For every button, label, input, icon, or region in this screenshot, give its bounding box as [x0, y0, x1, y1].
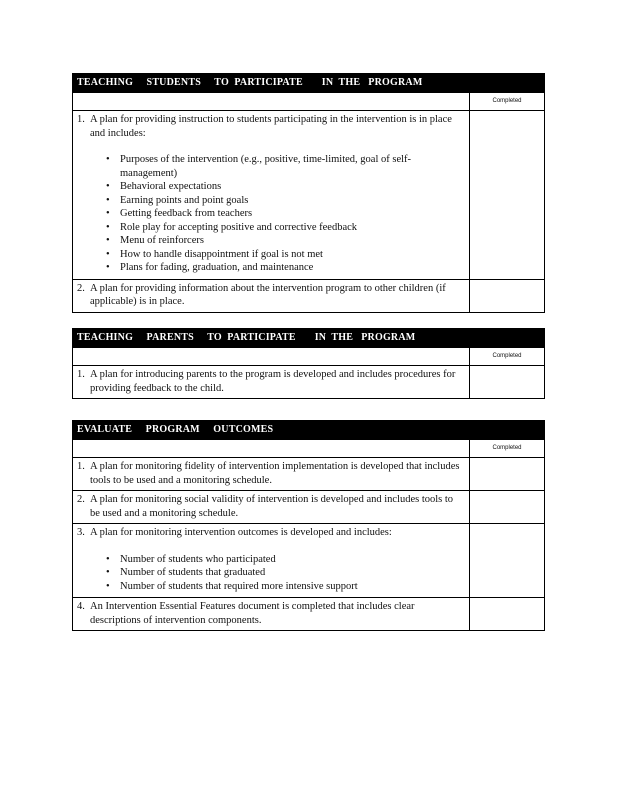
completed-checkbox-cell[interactable] [470, 524, 545, 598]
blank-header-cell [73, 348, 470, 366]
item-text: A plan for monitoring social validity of intervention is developed and includes tools to be used and a monitoring schedule. [90, 494, 454, 519]
checklist-item [73, 491, 545, 524]
column-header-row [73, 440, 545, 458]
blank-header-cell [73, 440, 470, 458]
completed-checkbox-cell[interactable] [470, 279, 545, 312]
bullet-list [77, 553, 465, 594]
column-header-row [73, 348, 545, 366]
bullet-item: • Number of students who participated [120, 553, 465, 567]
checklist-item [73, 279, 545, 312]
completed-checkbox-cell[interactable] [470, 458, 545, 491]
blank-header-cell [73, 93, 470, 111]
item-number: 2. [77, 282, 85, 294]
item-number: 3. [77, 527, 85, 538]
item-number: 1. [77, 114, 85, 125]
bullet-list [77, 153, 465, 275]
item-text: A plan for providing information about the intervention program to other children (if applicable) is in place. [90, 282, 446, 307]
completed-checkbox-cell[interactable] [470, 598, 545, 631]
bullet-item: • Number of students that required more intensive support [120, 580, 465, 594]
item-number: 1. [77, 369, 85, 380]
item-number: 4. [77, 601, 85, 612]
parents-checklist-table [72, 328, 545, 399]
section-title: EVALUATE PROGRAM OUTCOMES [73, 421, 545, 440]
bullet-item: • Role play for accepting positive and corrective feedback [120, 221, 465, 235]
bullet-item: • How to handle disappointment if goal is not met [120, 248, 465, 262]
section-title: TEACHING PARENTS TO PARTICIPATE IN THE PROGRAM [73, 329, 545, 348]
item-text: A plan for introducing parents to the program is developed and includes procedures for providing feedback to the child. [90, 369, 456, 394]
bullet-item: • Plans for fading, graduation, and maintenance [120, 261, 465, 275]
item-text: A plan for monitoring intervention outcomes is developed and includes: [90, 527, 392, 538]
section-header-row [73, 329, 545, 348]
bullet-item: • Menu of reinforcers [120, 234, 465, 248]
bullet-item: • Behavioral expectations [120, 180, 465, 194]
bullet-item: • Getting feedback from teachers [120, 207, 465, 221]
checklist-item [73, 111, 545, 280]
column-header-row [73, 93, 545, 111]
bullet-item: • Earning points and point goals [120, 194, 465, 208]
students-checklist-table [72, 73, 545, 313]
checklist-item [73, 458, 545, 491]
checklist-item [73, 598, 545, 631]
bullet-item: • Purposes of the intervention (e.g., positive, time-limited, goal of self-management) [120, 153, 465, 180]
section-header-row [73, 74, 545, 93]
completed-checkbox-cell[interactable] [470, 111, 545, 280]
completed-column-header: Completed [470, 348, 545, 366]
completed-column-header: Completed [470, 440, 545, 458]
item-text: An Intervention Essential Features document is completed that includes clear descriptions of intervention components. [90, 601, 415, 626]
item-text: A plan for monitoring fidelity of intervention implementation is developed that includes tools to be used and a monitoring schedule. [90, 461, 460, 486]
item-number: 1. [77, 461, 85, 472]
evaluate-checklist-table [72, 420, 545, 631]
checklist-item [73, 366, 545, 399]
item-text: A plan for providing instruction to students participating in the intervention is in place and includes: [90, 114, 452, 139]
bullet-item: • Number of students that graduated [120, 566, 465, 580]
completed-checkbox-cell[interactable] [470, 366, 545, 399]
section-header-row [73, 421, 545, 440]
completed-checkbox-cell[interactable] [470, 491, 545, 524]
section-title: TEACHING STUDENTS TO PARTICIPATE IN THE PROGRAM [73, 74, 545, 93]
item-number: 2. [77, 494, 85, 505]
checklist-item [73, 524, 545, 598]
completed-column-header: Completed [470, 93, 545, 111]
